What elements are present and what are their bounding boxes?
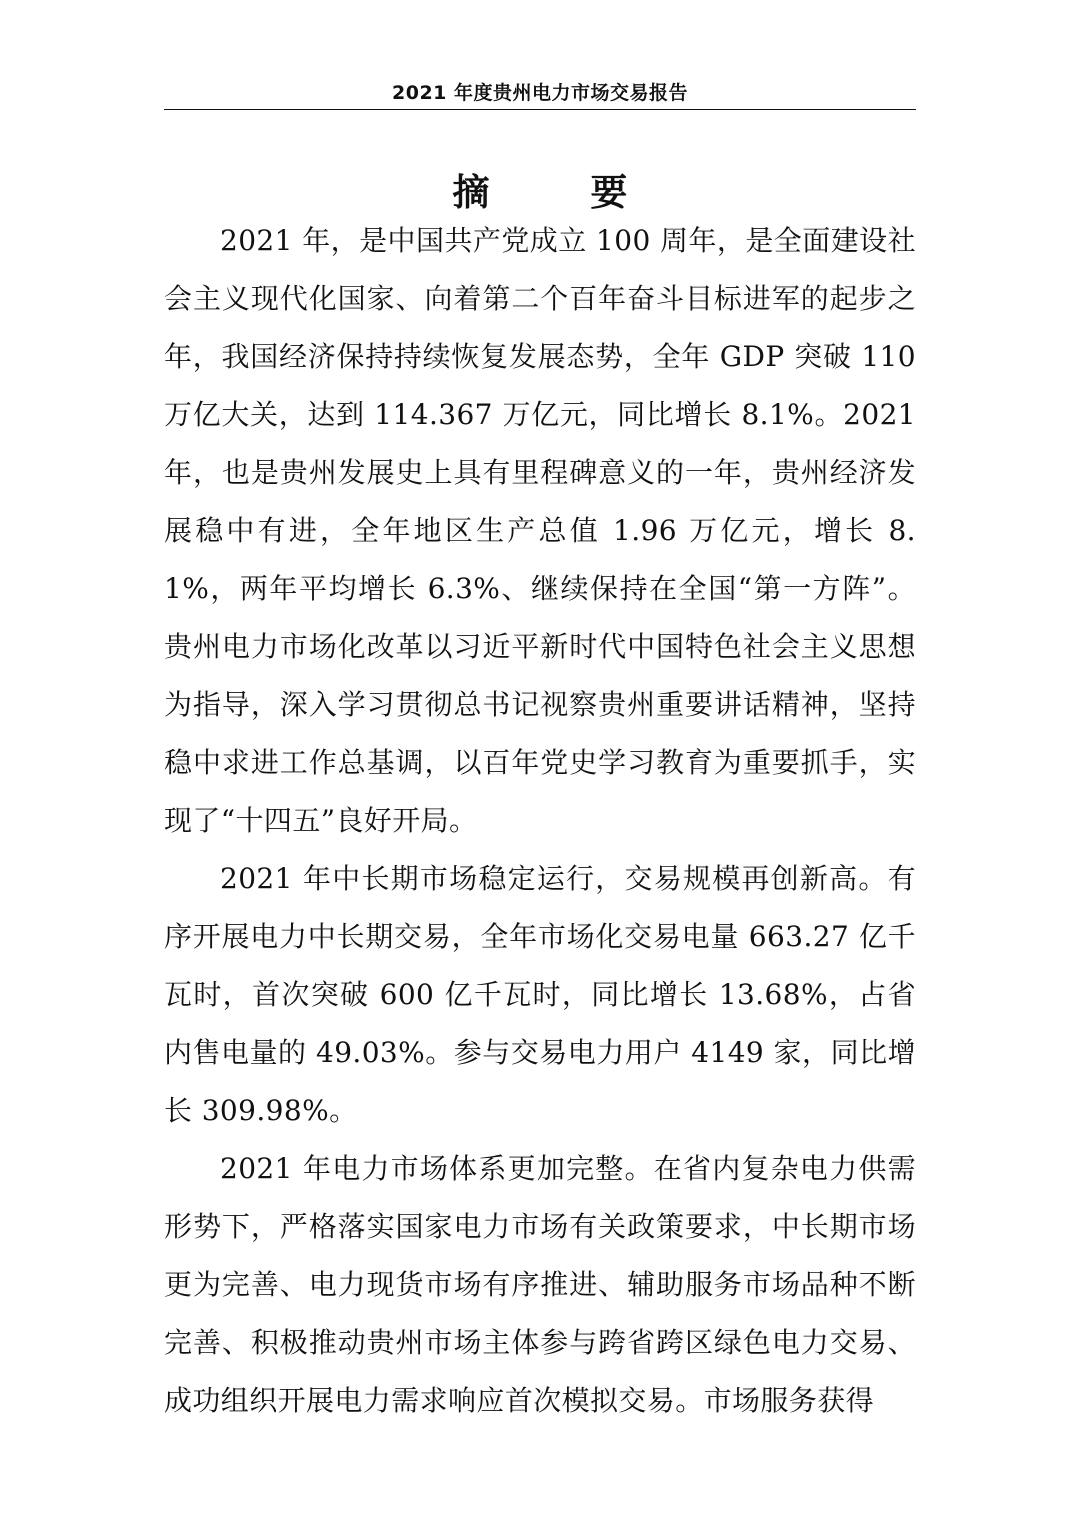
paragraph-market-system: 2021 年电力市场体系更加完整。在省内复杂电力供需形势下，严格落实国家电力市场有关政策要求，中长期市场更为完善、电力现货市场有序推进、辅助服务市场品种不断完善、积极推动贵州市场主体参与跨省跨区绿色电力交易、成功组织开展电力需求响应首次模拟交易。市场服务获得: [164, 1152, 916, 1417]
paragraph-intro: 2021 年，是中国共产党成立 100 周年，是全面建设社会主义现代化国家、向着第二个百年奋斗目标进军的起步之年，我国经济保持持续恢复发展态势，全年 GDP 突破 110 万亿大关，达到 114.367 万亿元，同比增长 8.1%。2021 年，也是贵州发展史上具有里程碑意义的一年，贵州经济发展稳中有进，全年地区生产总值 1.96 万亿元，增长 8.1%，两年平均增长 6.3%、继续保持在全国“第一方阵”。贵州电力市场化改革以习近平新时代中国特色社会主义思想为指导，深入学习贯彻总书记视察贵州重要讲话精神，坚持稳中求进工作总基调，以百年党史学习教育为重要抓手，实现了“十四五”良好开局。: [164, 224, 916, 837]
section-title: 摘 要: [452, 170, 672, 214]
running-header: 2021 年度贵州电力市场交易报告: [392, 82, 688, 104]
paragraph-medium-long-term-market: 2021 年中长期市场稳定运行，交易规模再创新高。有序开展电力中长期交易，全年市场化交易电量 663.27 亿千瓦时，首次突破 600 亿千瓦时，同比增长 13.68%，占省内售电量的 49.03%。参与交易电力用户 4149 家，同比增长 309.98%。: [164, 862, 916, 1127]
body-text: [164, 212, 916, 1430]
header-rule: [164, 109, 916, 110]
